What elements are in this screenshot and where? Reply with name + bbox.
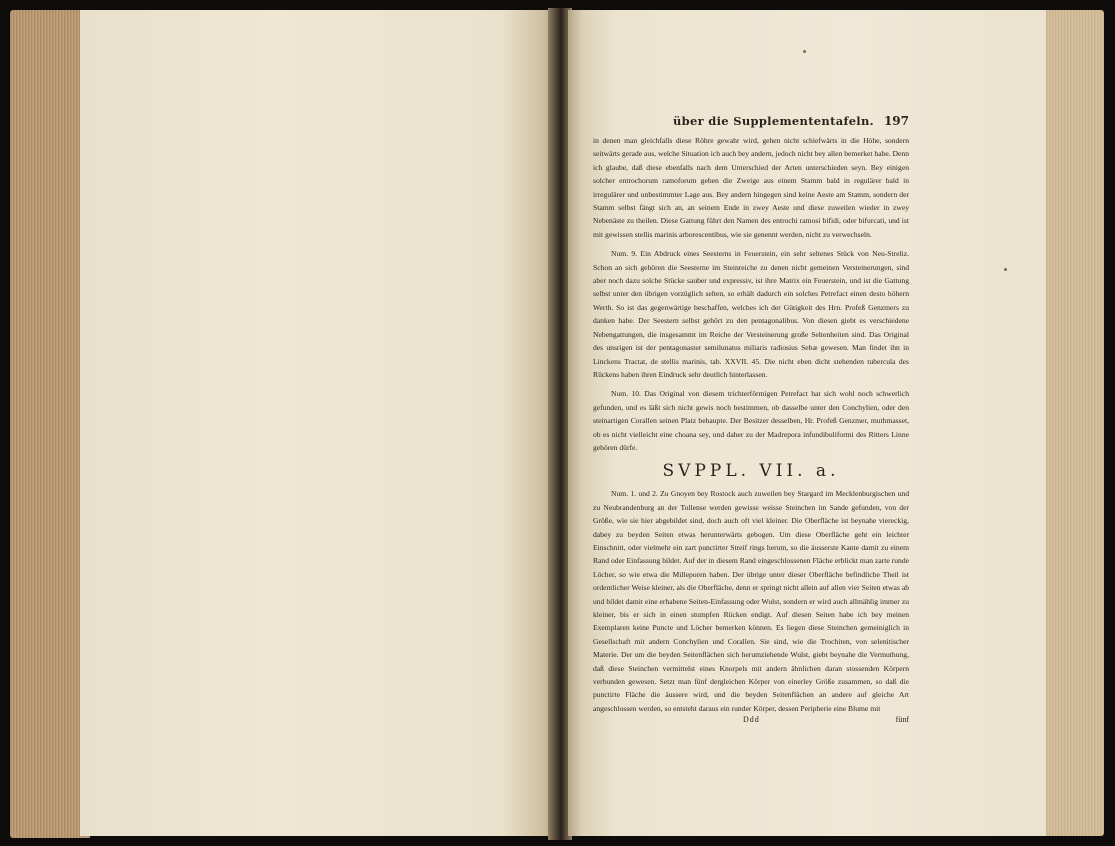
paragraph-num-10: Num. 10. Das Original von diesem trichterförmigen Petrefact hat sich wohl noch schwerlich gefunden, und es läßt sich nicht gewis noch bestimmen, ob dasselbe unter den Conchylien, oder den steinartigen Corallen seinen Platz behaupte. Der Besitzer desselben, Hr. Profeß Genzmer, muthmasset, ob es nicht vielleicht eine choana sey, und daher zu der Madrepora infundibuliformi des Ritters Linne gehören dürfe. xyxy=(593,389,909,452)
running-head xyxy=(593,112,909,130)
paper-speck xyxy=(1004,268,1007,271)
paragraph-num-1-2: Num. 1. und 2. Zu Gnoyen bey Rostock auch zuweilen bey Stargard im Mecklenburgischen und zu Neubrandenburg an der Tollense werden gewisse weisse Steinchen im Sande gefunden, von der Größe, wie sie hier abgebildet sind, doch auch oft viel kleiner. Die Oberfläche ist beynahe viereckig, dabey zu beyden Seiten etwas herunterwärts gebogen. Um diese Oberfläche geht ein leichter Einschnitt, oder vielmehr ein zart punctirter Streif rings herum, so die äusserste Kante damit zu einem Rand oder Einfassung bildet. Auf der in diesem Rand eingeschlossenen Fläche erblickt man zarte runde Löcher, so wie etwa die Milleporen haben. Der übrige unter dieser Oberfläche befindliche Theil ist ordentlicher Weise kleiner, als die Oberfläche, denn er springt nicht allein auf allen vier Seiten etwas ab und bildet damit eine erhabene Seiten-Einfassung oder Wulst, sondern er wird auch allmählig immer zu kleiner, bis er sich in einen stumpfen Rücken endigt. Auf diesen Seiten habe ich bey meinen Exemplaren keine Puncte und Löcher bemerken können. Es liegen diese Steinchen gemeiniglich in Gesellschaft mit andern Conchylien und Corallen. Sie sind, wie die Trochiten, von selenitischer Materie. Der um die beyden Seitenflächen sich herumziehende Wulst, giebt beynahe die Vermuthung, daß diese Steinchen vermittelst eines Knorpels mit andern ähnlichen daran stossenden Körpern verbunden gewesen. Setzt man fünf dergleichen Körper von einerley Größe zusammen, so daß die punctirte Fläche die äussere wird, und die beyden Seitenflächen an andere auf gleiche Art angeschlossen werden, so entsteht daraus ein runder Körper, dessen Peripherie eine Blume mit xyxy=(593,489,909,713)
left-page-edges xyxy=(10,10,90,838)
right-page-edges xyxy=(1046,10,1104,836)
catchword: fünf xyxy=(895,715,909,725)
running-title: über die Supplemententafeln. xyxy=(673,114,874,128)
paper-speck xyxy=(803,50,806,53)
signature-mark: Ddd xyxy=(743,715,760,725)
left-page-blank xyxy=(80,10,558,836)
paragraph-continuation: in denen man gleichfalls diese Röhre gewahr wird, gehen nicht schiefwärts in die Höhe, sondern seitwärts gerade aus, welche Situation ich auch bey andern, jedoch nicht bey allen bemerket habe. Denn ich glaube, daß diese ebenfalls nach dem Unterschied der Arten unterschieden seyn. Bey einigen solcher entrochorum ramoforum gehen die Zweige aus einem Stamm bald in regulärer bald in irregulärer und unbestimmter Lage aus. Bey andern hingegen sind keine Aeste am Stamm, sondern der Stamm selbst fängt sich an, an seinem Ende in zwey Aeste und diese zuweilen wieder in zwey Nebenäste zu theilen. Diese Gattung führt den Namen des entrochi ramosi bifidi, oder bifurcati, und ist mit gewissen stellis marinis arborescentibus, wie sie genennt werden, nicht zu verwechseln. xyxy=(593,136,909,239)
page-number: 197 xyxy=(883,114,909,128)
right-page-text xyxy=(593,112,909,729)
page-footer xyxy=(593,715,909,729)
paragraph-num-9: Num. 9. Ein Abdruck eines Seesterns in Feuerstein, ein sehr seltenes Stück von Neu-Streliz. Schon an sich gehören die Seesterne im Steinreiche zu denen nicht gemeinen Versteinerungen, sind aber noch dazu solche Stücke sauber und expressiv, ist ihre Matrix ein Feuerstein, und ist die Gattung selbst unter den übrigen vorzüglich selten, so erhält dadurch ein solches Petrefact einen desto höhern Werth. So ist das gegenwärtige beschaffen, welches ich der Gütigkeit des Hrn. Profeß Genzmers zu danken habe. Der Seestern selbst gehört zu den pentagonalibus. Von diesen giebt es verschiedene Nebengattungen, die insgesammt im Reiche der Versteinerung große Seltenheiten sind. Das Original des unsrigen ist der pentagonaster semilunatus miliaris radiosius Sebæ gewesen. Man findet ihn in Linckens Tractat, de stellis marinis, tab. XXVII. 45. Die nicht eben dicht stehenden tubercula des Rückens haben ihren Eindruck sehr deutlich hinterlassen. xyxy=(593,249,909,379)
section-heading: SVPPL. VII. a. xyxy=(662,461,840,482)
